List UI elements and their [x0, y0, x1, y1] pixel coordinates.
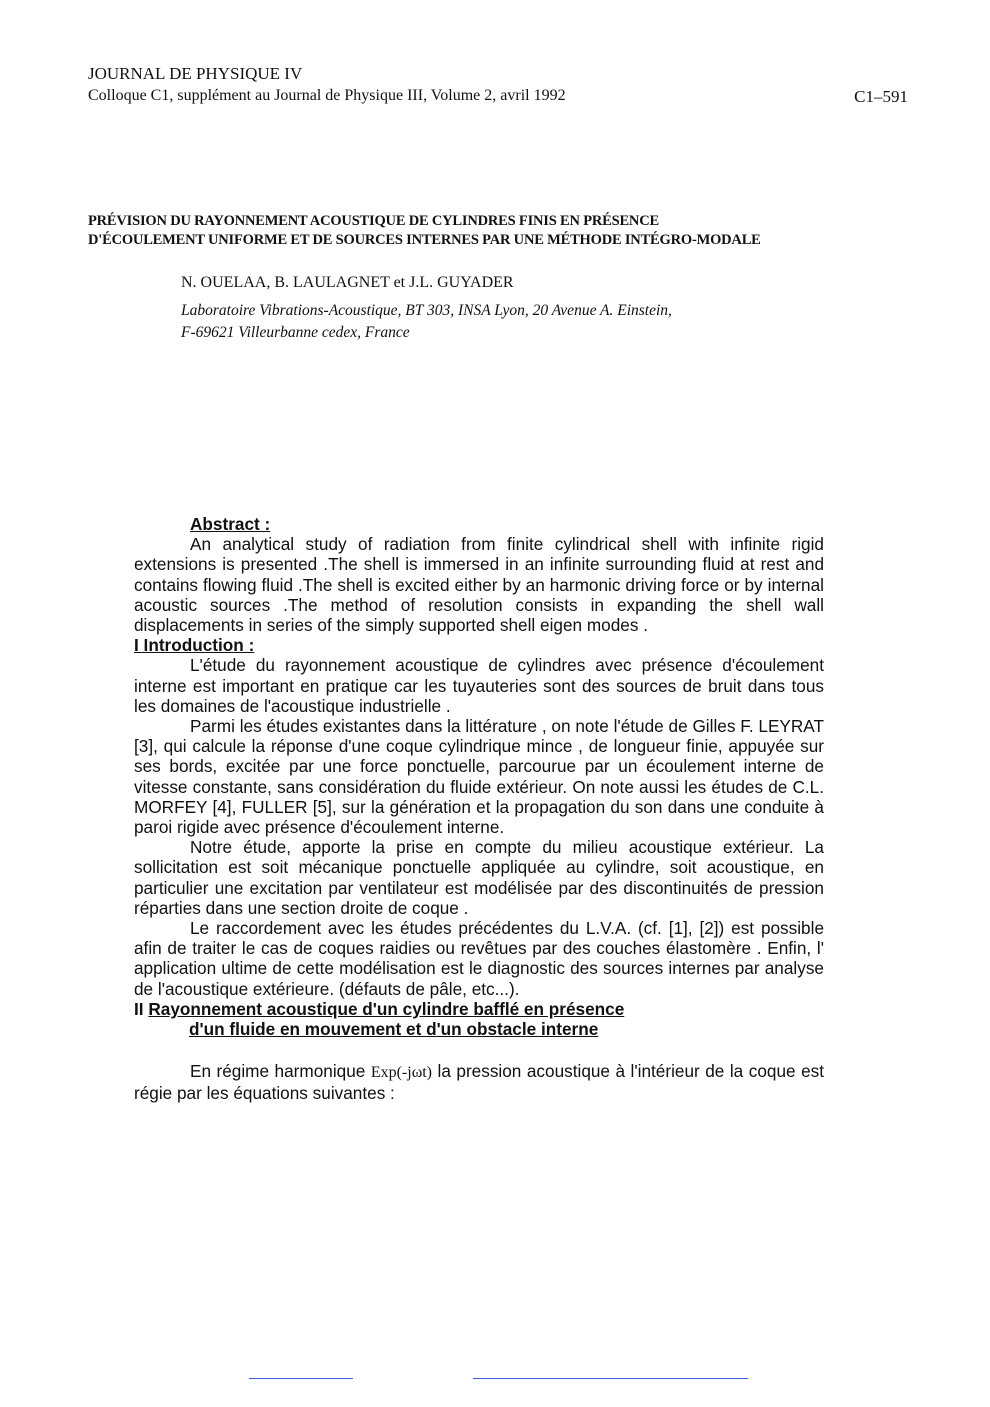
affiliation-line-1: Laboratoire Vibrations-Acoustique, BT 303, INSA Lyon, 20 Avenue A. Einstein,: [181, 302, 672, 319]
section-1-heading: I Introduction :: [134, 635, 255, 656]
section-1-paragraph-1: L'étude du rayonnement acoustique de cylindres avec présence d'écoulement interne est important en pratique car les tuyauteries sont des sources de bruit dans tous les domaines de l'acoustique industrielle .: [134, 655, 824, 716]
title-line-2: D'ÉCOULEMENT UNIFORME ET DE SOURCES INTERNES PAR UNE MÉTHODE INTÉGRO-MODALE: [88, 232, 761, 248]
section-1-paragraph-4: Le raccordement avec les études précédentes du L.V.A. (cf. [1], [2]) est possible afin de traiter le cas de coques raidies ou revêtues par des couches élastomère . Enfin, l' application ultime de cette modélisation est le diagnostic des sources internes par analyse de l'acoustique extérieure. (défauts de pâle, etc...).: [134, 918, 824, 999]
section-2-heading-line-1: Rayonnement acoustique d'un cylindre bafflé en présence: [148, 998, 625, 1019]
section-2-heading: [134, 999, 824, 1039]
footer-link-underline-1[interactable]: [249, 1378, 353, 1379]
colloque-line: Colloque C1, supplément au Journal de Physique III, Volume 2, avril 1992: [88, 87, 566, 104]
abstract-text: An analytical study of radiation from finite cylindrical shell with infinite rigid extensions is presented .The shell is immersed in an infinite surrounding fluid at rest and contains flowing fluid .The shell is excited either by an harmonic driving force or by internal acoustic sources .The method of resolution consists in expanding the shell wall displacements in series of the simply supported shell eigen modes .: [134, 534, 824, 636]
section-2-number: II: [134, 998, 144, 1019]
page-number: C1–591: [854, 87, 908, 106]
authors: N. OUELAA, B. LAULAGNET et J.L. GUYADER: [181, 274, 514, 291]
section-2-heading-line-2: d'un fluide en mouvement et d'un obstacle interne: [189, 1019, 599, 1040]
journal-name: JOURNAL DE PHYSIQUE IV: [88, 64, 303, 83]
harmonic-expression: Exp(-jωt): [370, 1064, 433, 1082]
section-1-paragraph-3: Notre étude, apporte la prise en compte du milieu acoustique extérieur. La sollicitation est soit mécanique ponctuelle appliquée au cylindre, soit acoustique, en particulier une excitation par ventilateur est modélisée par des discontinuités de pression réparties dans une section droite de coque .: [134, 837, 824, 918]
affiliation: [181, 300, 672, 344]
affiliation-line-2: F-69621 Villeurbanne cedex, France: [181, 324, 410, 341]
section-2-paragraph-1: [134, 1061, 824, 1103]
title-line-1: PRÉVISION DU RAYONNEMENT ACOUSTIQUE DE CYLINDRES FINIS EN PRÉSENCE: [88, 213, 659, 229]
abstract-heading: Abstract :: [190, 514, 271, 534]
section-1-paragraph-2: Parmi les études existantes dans la littérature , on note l'étude de Gilles F. LEYRAT [3], qui calcule la réponse d'une coque cylindrique mince , de longueur finie, appuyée sur ses bords, excitée par une force ponctuelle, parcourue par un écoulement interne de vitesse constante, sans considération du fluide extérieur. On note aussi les études de C.L. MORFEY [4], FULLER [5], sur la génération et la propagation du son dans une conduite à paroi rigide avec présence d'écoulement interne.: [134, 716, 824, 838]
footer-link-underline-2[interactable]: [473, 1378, 748, 1379]
paper-title: [88, 212, 918, 250]
section-2-text-after: la pression acoustique à l'intérieur de la coque est régie par les équations suivantes :: [134, 1061, 824, 1104]
section-2-text-before: En régime harmonique: [190, 1061, 371, 1082]
body-text: [134, 514, 824, 1104]
